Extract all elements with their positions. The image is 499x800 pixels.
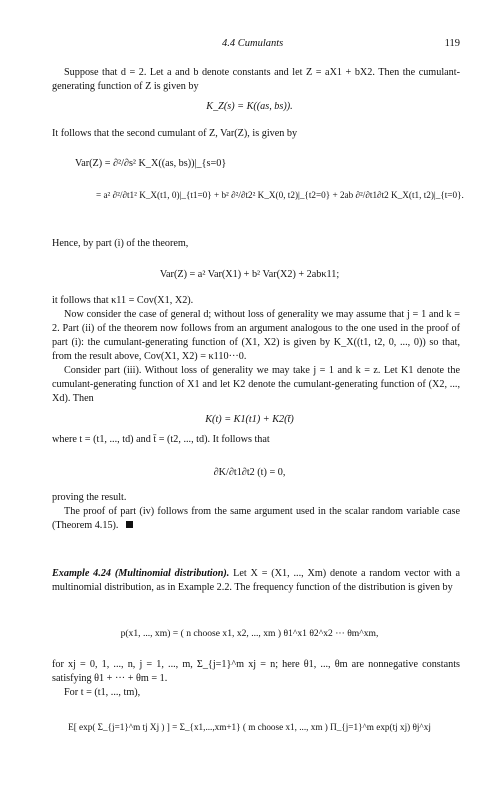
running-header bbox=[52, 38, 460, 52]
equation-partial-zero: ∂K/∂t1∂t2 (t) = 0, bbox=[213, 467, 286, 478]
equation-expectation: E[ exp( Σ_{j=1}^m tj Xj ) ] = Σ_{x1,...,xm+1} ( m choose x1, ..., xm ) Π_{j=1}^m exp(tj xj) θj^xj bbox=[68, 722, 431, 732]
equation-kz: K_Z(s) = K((as, bs)). bbox=[206, 101, 293, 112]
page-number: 119 bbox=[444, 38, 460, 49]
example-text: Let X = (X1, ..., Xm) denote a random vector with a multinomial distribution, as in Example 2.2. The frequency function of the distribution is given by bbox=[52, 568, 460, 593]
paragraph-11: For t = (t1, ..., tm), bbox=[64, 687, 141, 698]
paragraph-5: Now consider the case of general d; without loss of generality we may assume that j = 1 and k = 2. Part (ii) of the theorem now follows from an argument analogous to the one used in the proof of part (i): the cumulant-generating function of (X1, X2) is given by K_X((t1, t2, 0, ..., 0)) so that, from the result above, Cov(X1, X2) = κ110···0. bbox=[52, 309, 460, 362]
paragraph-8: proving the result. bbox=[52, 492, 127, 503]
equation-frequency-function: p(x1, ..., xm) = ( n choose x1, x2, ..., xm ) θ1^x1 θ2^x2 ··· θm^xm, bbox=[120, 628, 379, 639]
paragraph-9 bbox=[52, 505, 460, 533]
section-title: 4.4 Cumulants bbox=[222, 38, 284, 49]
paragraph-3: Hence, by part (i) of the theorem, bbox=[52, 238, 189, 249]
paragraph-1: Suppose that d = 2. Let a and b denote constants and let Z = aX1 + bX2. Then the cumulant-generating function of Z is given by bbox=[52, 67, 460, 92]
paragraph-10: for xj = 0, 1, ..., n, j = 1, ..., m, Σ_{j=1}^m xj = n; here θ1, ..., θm are nonnegative constants satisfying θ1 + ··· + θm = 1. bbox=[52, 659, 460, 684]
paragraph-9-text: The proof of part (iv) follows from the same argument used in the scalar random variable case (Theorem 4.15). bbox=[52, 506, 460, 531]
example-4-24 bbox=[52, 567, 460, 595]
equation-var-z-line2: = a² ∂²/∂t1² K_X(t1, 0)|_{t1=0} + b² ∂²/∂t2² K_X(0, t2)|_{t2=0} + 2ab ∂²/∂t1∂t2 K_X(t1, t2)|_{t=0}. bbox=[96, 190, 464, 200]
equation-var-z-line1: Var(Z) = ∂²/∂s² K_X((as, bs))|_{s=0} bbox=[75, 158, 227, 169]
equation-var-z-result: Var(Z) = a² Var(X1) + b² Var(X2) + 2abκ11; bbox=[159, 269, 340, 280]
paragraph-7: where t = (t1, ..., td) and t̄ = (t2, ..., td). It follows that bbox=[52, 434, 270, 445]
paragraph-4: it follows that κ11 = Cov(X1, X2). bbox=[52, 295, 194, 306]
paragraph-6: Consider part (iii). Without loss of generality we may take j = 1 and k = z. Let K1 denote the cumulant-generating function of X1 and let K2 denote the cumulant-generating function of (X2, ..., Xd). Then bbox=[52, 365, 460, 404]
end-of-proof-square-icon bbox=[126, 521, 133, 528]
paragraph-2: It follows that the second cumulant of Z, Var(Z), is given by bbox=[52, 128, 298, 139]
example-title: Example 4.24 (Multinomial distribution). bbox=[52, 568, 230, 579]
equation-k-sum: K(t) = K1(t1) + K2(t̄) bbox=[205, 414, 294, 425]
